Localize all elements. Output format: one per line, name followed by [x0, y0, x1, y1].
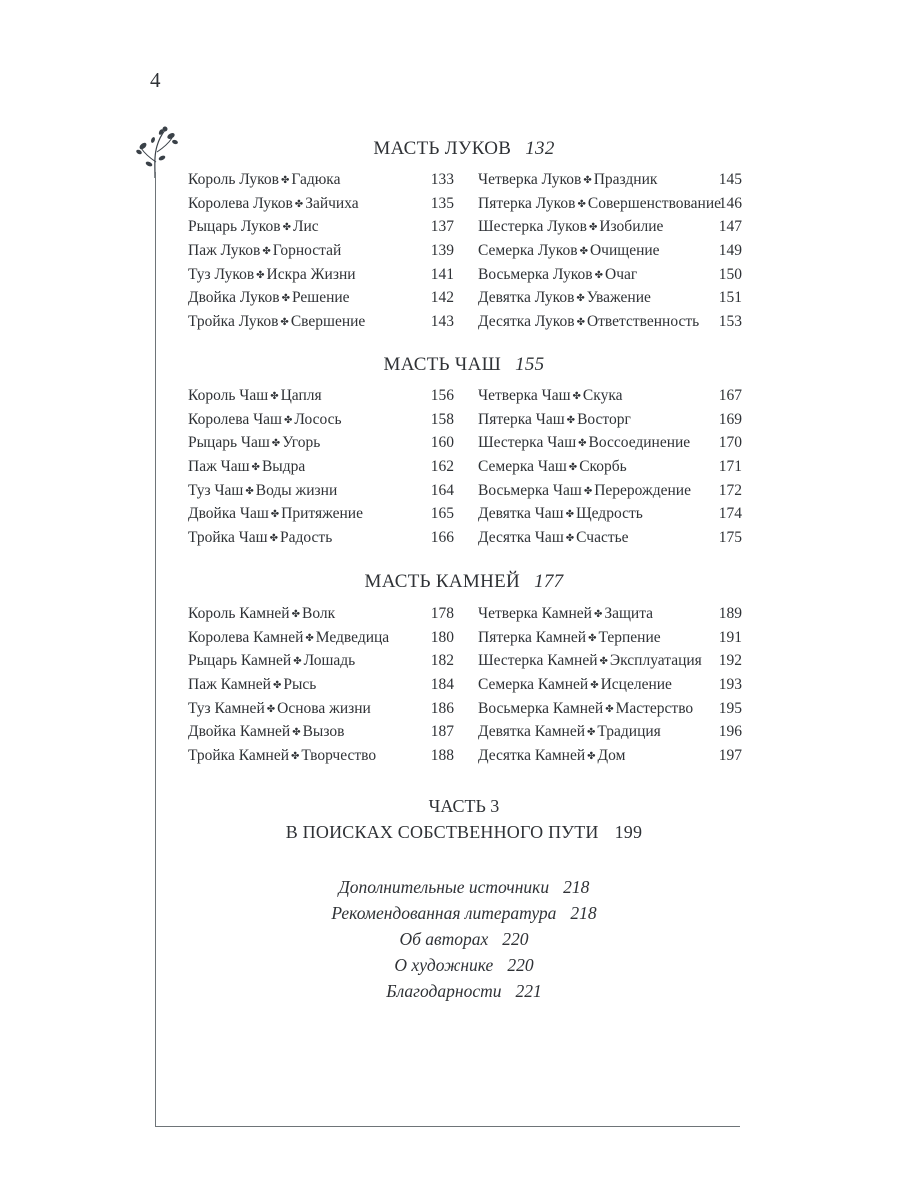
card-subtitle: Воды жизни: [255, 481, 338, 499]
toc-entry-title: [478, 168, 657, 193]
toc-entry[interactable]: [188, 697, 454, 721]
card-name: Тройка Чаш: [188, 529, 268, 547]
ornament-icon: ✤: [282, 222, 291, 234]
card-name: Туз Луков: [188, 265, 255, 283]
toc-entry-page: 133: [430, 171, 454, 188]
toc-entry[interactable]: [188, 408, 454, 432]
toc-entry-title: [478, 239, 660, 264]
appendix-page: 218: [563, 877, 590, 897]
toc-entry-title: [188, 408, 342, 433]
card-subtitle: Свершение: [290, 313, 366, 331]
toc-column-right: [478, 384, 742, 550]
appendix-title: Об авторах: [399, 929, 489, 949]
ornament-icon: ✤: [576, 293, 585, 305]
card-subtitle: Угорь: [282, 434, 321, 452]
toc-entry-page: 153: [718, 313, 742, 331]
ornament-icon: ✤: [293, 656, 302, 668]
toc-entry[interactable]: [478, 215, 742, 239]
card-name: Паж Камней: [188, 676, 271, 694]
ornament-icon: ✤: [576, 317, 585, 329]
toc-entry-title: [188, 744, 376, 769]
toc-entry-title: [188, 697, 371, 722]
card-name: Рыцарь Луков: [188, 218, 281, 236]
card-name: Шестерка Камней: [478, 652, 598, 670]
toc-entry[interactable]: [478, 649, 742, 673]
card-subtitle: Лошадь: [303, 652, 356, 670]
appendix-page: 221: [515, 981, 542, 1001]
toc-entry-page: 160: [430, 434, 454, 452]
card-subtitle: Изобилие: [599, 218, 664, 236]
toc-entry-page: 165: [430, 505, 454, 523]
ornament-icon: ✤: [605, 703, 614, 715]
card-name: Туз Чаш: [188, 481, 244, 499]
toc-entry-page: 164: [430, 481, 454, 499]
toc-entry-page: 171: [718, 458, 742, 476]
ornament-icon: ✤: [280, 317, 289, 329]
toc-entry-title: [188, 649, 355, 674]
appendix-page: 220: [502, 929, 529, 949]
toc-entry[interactable]: [478, 673, 742, 697]
toc-entry-page: 149: [718, 242, 742, 260]
appendix-item[interactable]: [188, 874, 740, 900]
toc-entry[interactable]: [478, 602, 742, 626]
toc-entry-title: [188, 239, 341, 264]
toc-entry[interactable]: [478, 744, 742, 768]
toc-entry[interactable]: [478, 626, 742, 650]
ornament-icon: ✤: [572, 391, 581, 402]
card-name: Тройка Камней: [188, 747, 290, 765]
part-title[interactable]: [188, 822, 740, 843]
card-name: Паж Чаш: [188, 458, 250, 476]
ornament-icon: ✤: [251, 462, 260, 474]
ornament-icon: ✤: [578, 438, 587, 450]
card-subtitle: Скука: [582, 387, 623, 404]
toc-entry-title: [478, 384, 623, 409]
ornament-icon: ✤: [256, 269, 265, 281]
toc-entry-page: 135: [430, 194, 454, 212]
ornament-icon: ✤: [270, 509, 280, 521]
card-subtitle: Радость: [280, 529, 333, 547]
toc-entry[interactable]: [188, 720, 454, 744]
toc-entry[interactable]: [188, 431, 454, 455]
card-subtitle: Лис: [292, 218, 319, 236]
toc-entry-title: [188, 168, 340, 193]
toc-entry[interactable]: [478, 286, 742, 310]
toc-entry-page: 150: [718, 265, 742, 283]
toc-entry[interactable]: [478, 384, 742, 408]
toc-entry-page: 174: [718, 505, 742, 523]
card-name: Четверка Камней: [478, 605, 592, 622]
toc-entry[interactable]: [188, 649, 454, 673]
appendix-title: О художнике: [394, 955, 494, 975]
toc-entry[interactable]: [478, 239, 742, 263]
card-subtitle: Совершенствование: [587, 194, 721, 212]
toc-entry[interactable]: [478, 455, 742, 479]
toc-entry-title: [478, 310, 699, 335]
appendix-page: 218: [570, 903, 597, 923]
card-name: Рыцарь Камней: [188, 652, 292, 670]
ornament-icon: ✤: [271, 438, 281, 450]
ornament-icon: ✤: [272, 680, 282, 692]
suit-title-text: МАСТЬ ЧАШ: [383, 354, 502, 375]
toc-entry[interactable]: [188, 239, 454, 263]
card-name: Десятка Камней: [478, 747, 586, 765]
toc-entry-page: 166: [430, 529, 454, 547]
ornament-icon: ✤: [587, 751, 596, 763]
toc-entry[interactable]: [478, 263, 742, 287]
ornament-icon: ✤: [565, 509, 574, 521]
card-subtitle: Мастерство: [615, 699, 694, 717]
suit-page: 177: [534, 571, 564, 592]
suit-title-bows[interactable]: [188, 138, 740, 160]
card-subtitle: Притяжение: [281, 505, 363, 523]
ornament-icon: ✤: [262, 246, 271, 258]
toc-entry-page: 142: [430, 289, 454, 307]
toc-entry-title: [188, 602, 335, 627]
toc-entry[interactable]: [188, 192, 454, 216]
card-subtitle: Медведица: [315, 628, 390, 646]
toc-entry-page: 193: [718, 676, 742, 694]
card-subtitle: Гадюка: [291, 171, 341, 188]
toc-entry-title: [478, 626, 661, 651]
toc-entry-title: [478, 286, 651, 311]
toc-entry-page: 143: [430, 313, 454, 331]
card-name: Пятерка Камней: [478, 628, 587, 646]
toc-entry[interactable]: [188, 455, 454, 479]
toc-entry-page: 170: [718, 434, 742, 452]
toc-entry-page: 189: [718, 605, 742, 622]
toc-entry-page: 169: [718, 410, 742, 428]
toc-entry-title: [188, 720, 344, 745]
ornament-icon: ✤: [291, 609, 300, 620]
toc-entry[interactable]: [188, 744, 454, 768]
card-name: Рыцарь Чаш: [188, 434, 270, 452]
card-subtitle: Восторг: [577, 410, 631, 428]
toc-entry-page: 162: [430, 458, 454, 476]
bottom-horizontal-rule: [155, 1126, 740, 1127]
appendix-title: Благодарности: [386, 981, 502, 1001]
card-name: Семерка Луков: [478, 242, 578, 260]
card-name: Десятка Чаш: [478, 529, 564, 547]
toc-entry[interactable]: [478, 192, 742, 216]
toc-entry[interactable]: [188, 168, 454, 192]
card-subtitle: Вызов: [302, 723, 345, 741]
card-name: Девятка Луков: [478, 289, 575, 307]
suit-title-text: МАСТЬ ЛУКОВ: [373, 138, 512, 159]
toc-entry[interactable]: [478, 526, 742, 550]
card-name: Пятерка Луков: [478, 194, 576, 212]
toc-entry-title: [478, 408, 631, 433]
appendix-page: 220: [507, 955, 534, 975]
card-subtitle: Уважение: [586, 289, 651, 307]
toc-entry-title: [478, 502, 643, 527]
toc-entry-page: 188: [430, 747, 454, 765]
toc-entry-title: [188, 502, 363, 527]
ornament-icon: ✤: [565, 533, 575, 545]
appendix-item[interactable]: [188, 926, 740, 952]
card-name: Девятка Камней: [478, 723, 586, 741]
ornament-icon: ✤: [599, 656, 608, 668]
toc-entry-title: [478, 526, 629, 551]
toc-column-left: [188, 384, 454, 550]
card-subtitle: Горностай: [272, 242, 342, 260]
toc-entry-title: [478, 431, 690, 456]
toc-entry-title: [478, 744, 625, 769]
ornament-icon: ✤: [590, 680, 599, 692]
toc-entry-page: 137: [430, 218, 454, 236]
ornament-icon: ✤: [588, 222, 598, 234]
card-subtitle: Традиция: [597, 723, 661, 741]
card-subtitle: Волк: [301, 605, 336, 622]
card-subtitle: Выдра: [261, 458, 306, 476]
ornament-icon: ✤: [245, 485, 254, 497]
toc-entry-page: 197: [718, 747, 742, 765]
toc-entry-page: 195: [718, 699, 742, 717]
toc-entry[interactable]: [188, 286, 454, 310]
toc-entry[interactable]: [188, 479, 454, 503]
toc-entry-page: 145: [718, 171, 742, 188]
toc-entry-title: [188, 192, 359, 217]
toc-column-right: [478, 168, 742, 334]
card-subtitle: Очаг: [605, 265, 638, 283]
ornament-icon: ✤: [583, 175, 592, 186]
card-name: Двойка Камней: [188, 723, 291, 741]
card-name: Шестерка Чаш: [478, 434, 577, 452]
ornament-icon: ✤: [579, 246, 588, 258]
card-subtitle: Искра Жизни: [266, 265, 356, 283]
ornament-icon: ✤: [568, 462, 578, 474]
toc-entry-title: [478, 697, 693, 722]
card-name: Король Чаш: [188, 387, 269, 404]
toc-entry-title: [478, 602, 653, 627]
card-name: Девятка Чаш: [478, 505, 564, 523]
margin-vertical-rule: [155, 172, 156, 1127]
toc-entry-title: [478, 673, 672, 698]
ornament-icon: ✤: [583, 485, 593, 497]
toc-entry-page: 186: [430, 699, 454, 717]
toc-entry-page: 151: [718, 289, 742, 307]
card-subtitle: Решение: [291, 289, 350, 307]
part-title-text: В ПОИСКАХ СОБСТВЕННОГО ПУТИ: [285, 822, 599, 842]
toc-entry-title: [478, 455, 627, 480]
toc-entry[interactable]: [478, 168, 742, 192]
card-name: Король Луков: [188, 171, 279, 188]
card-name: Паж Луков: [188, 242, 261, 260]
appendix-item[interactable]: [188, 952, 740, 978]
suit-title-cups[interactable]: [188, 354, 740, 376]
toc-entry-title: [188, 626, 389, 651]
card-name: Шестерка Луков: [478, 218, 587, 236]
toc-entry-page: 139: [430, 242, 454, 260]
card-name: Королева Чаш: [188, 410, 282, 428]
toc-column-left: [188, 168, 454, 334]
card-subtitle: Счастье: [576, 529, 629, 547]
part-page: 199: [614, 822, 643, 842]
toc-entry-title: [478, 215, 663, 240]
appendix-title: Рекомендованная литература: [331, 903, 557, 923]
card-subtitle: Зайчиха: [305, 194, 359, 212]
toc-entry[interactable]: [478, 408, 742, 432]
card-name: Тройка Луков: [188, 313, 279, 331]
suit-title-text: МАСТЬ КАМНЕЙ: [364, 571, 521, 592]
toc-entry-page: 158: [430, 410, 454, 428]
appendix-item[interactable]: [188, 900, 740, 926]
toc-entry[interactable]: [188, 215, 454, 239]
ornament-icon: ✤: [587, 727, 596, 739]
card-subtitle: Перерождение: [594, 481, 691, 499]
card-subtitle: Щедрость: [576, 505, 643, 523]
suit-page: 132: [525, 138, 555, 159]
toc-entry-title: [478, 479, 691, 504]
toc-entry[interactable]: [188, 310, 454, 334]
card-name: Королева Луков: [188, 194, 293, 212]
ornament-icon: ✤: [588, 632, 597, 644]
toc-entry-page: 187: [430, 723, 454, 741]
toc-entry-page: 184: [430, 676, 454, 694]
toc-entry-page: 191: [718, 628, 742, 646]
ornament-icon: ✤: [305, 632, 314, 644]
appendix-list: [188, 874, 740, 1004]
ornament-icon: ✤: [281, 293, 290, 305]
page-number: 4: [150, 68, 161, 92]
card-name: Пятерка Чаш: [478, 410, 565, 428]
toc-entry-page: 182: [430, 652, 454, 670]
toc-entry-title: [478, 649, 702, 674]
toc-column-left: [188, 602, 454, 768]
card-subtitle: Творчество: [301, 747, 377, 765]
toc-entry-page: 175: [718, 529, 742, 547]
toc-entry-title: [188, 263, 356, 288]
card-subtitle: Праздник: [593, 171, 658, 188]
card-subtitle: Скорбь: [579, 458, 627, 476]
card-subtitle: Дом: [597, 747, 626, 765]
appendix-title: Дополнительные источники: [338, 877, 550, 897]
toc-entry[interactable]: [188, 673, 454, 697]
card-subtitle: Ответственность: [586, 313, 700, 331]
toc-entry-page: 180: [430, 628, 454, 646]
toc-entry[interactable]: [478, 310, 742, 334]
toc-entry[interactable]: [478, 720, 742, 744]
toc-entry-page: 196: [718, 723, 742, 741]
toc-entry[interactable]: [478, 502, 742, 526]
ornament-icon: ✤: [266, 703, 276, 715]
toc-entry-page: 156: [430, 387, 454, 404]
toc-entry-title: [188, 431, 320, 456]
ornament-icon: ✤: [280, 175, 290, 186]
toc-entry[interactable]: [478, 697, 742, 721]
card-name: Восьмерка Камней: [478, 699, 604, 717]
ornament-icon: ✤: [294, 198, 304, 210]
ornament-icon: ✤: [283, 414, 293, 426]
toc-entry[interactable]: [478, 479, 742, 503]
toc-entry-title: [188, 310, 365, 335]
ornament-icon: ✤: [594, 269, 603, 281]
ornament-icon: ✤: [566, 414, 576, 426]
card-subtitle: Цапля: [280, 387, 322, 404]
floral-sprig-icon: [135, 124, 181, 180]
toc-entry-title: [188, 384, 322, 409]
suit-page: 155: [515, 354, 545, 375]
card-name: Четверка Луков: [478, 171, 582, 188]
card-name: Семерка Камней: [478, 676, 589, 694]
toc-entry-page: 172: [718, 481, 742, 499]
toc-entry-title: [188, 286, 350, 311]
toc-column-right: [478, 602, 742, 768]
ornament-icon: ✤: [291, 751, 300, 763]
card-name: Десятка Луков: [478, 313, 575, 331]
card-subtitle: Рысь: [283, 676, 317, 694]
card-subtitle: Защита: [604, 605, 654, 622]
toc-entry-title: [188, 673, 316, 698]
toc-entry-title: [188, 215, 319, 240]
card-subtitle: Воссоединение: [588, 434, 691, 452]
card-name: Восьмерка Луков: [478, 265, 593, 283]
card-name: Семерка Чаш: [478, 458, 567, 476]
toc-entry[interactable]: [188, 263, 454, 287]
toc-entry[interactable]: [188, 626, 454, 650]
card-name: Двойка Чаш: [188, 505, 269, 523]
toc-entry-page: 178: [430, 605, 454, 622]
card-subtitle: Основа жизни: [277, 699, 371, 717]
toc-entry[interactable]: [478, 431, 742, 455]
toc-entry[interactable]: [188, 502, 454, 526]
card-name: Восьмерка Чаш: [478, 481, 582, 499]
toc-entry-page: 146: [718, 194, 742, 212]
ornament-icon: ✤: [292, 727, 301, 739]
toc-entry-page: 192: [718, 652, 742, 670]
suit-title-stones[interactable]: [188, 571, 740, 593]
card-subtitle: Исцеление: [600, 676, 672, 694]
card-name: Король Камней: [188, 605, 290, 622]
toc-entry-title: [188, 479, 337, 504]
appendix-item[interactable]: [188, 978, 740, 1004]
toc-entry-title: [188, 526, 332, 551]
card-subtitle: Лосось: [294, 410, 342, 428]
toc-entry[interactable]: [188, 384, 454, 408]
card-name: Четверка Чаш: [478, 387, 571, 404]
card-name: Туз Камней: [188, 699, 265, 717]
card-name: Двойка Луков: [188, 289, 280, 307]
toc-entry-title: [478, 192, 721, 217]
card-name: Королева Камней: [188, 628, 304, 646]
toc-entry-page: 147: [718, 218, 742, 236]
toc-entry-page: 167: [718, 387, 742, 404]
toc-entry[interactable]: [188, 526, 454, 550]
ornament-icon: ✤: [593, 609, 603, 620]
card-subtitle: Очищение: [589, 242, 660, 260]
toc-entry-title: [478, 263, 637, 288]
toc-entry-title: [478, 720, 661, 745]
ornament-icon: ✤: [270, 391, 279, 402]
toc-entry[interactable]: [188, 602, 454, 626]
card-subtitle: Эксплуатация: [609, 652, 702, 670]
toc-entry-page: 141: [430, 265, 454, 283]
card-subtitle: Терпение: [598, 628, 661, 646]
toc-entry-title: [188, 455, 305, 480]
ornament-icon: ✤: [577, 198, 586, 210]
part-label: ЧАСТЬ 3: [428, 796, 500, 816]
ornament-icon: ✤: [269, 533, 279, 545]
